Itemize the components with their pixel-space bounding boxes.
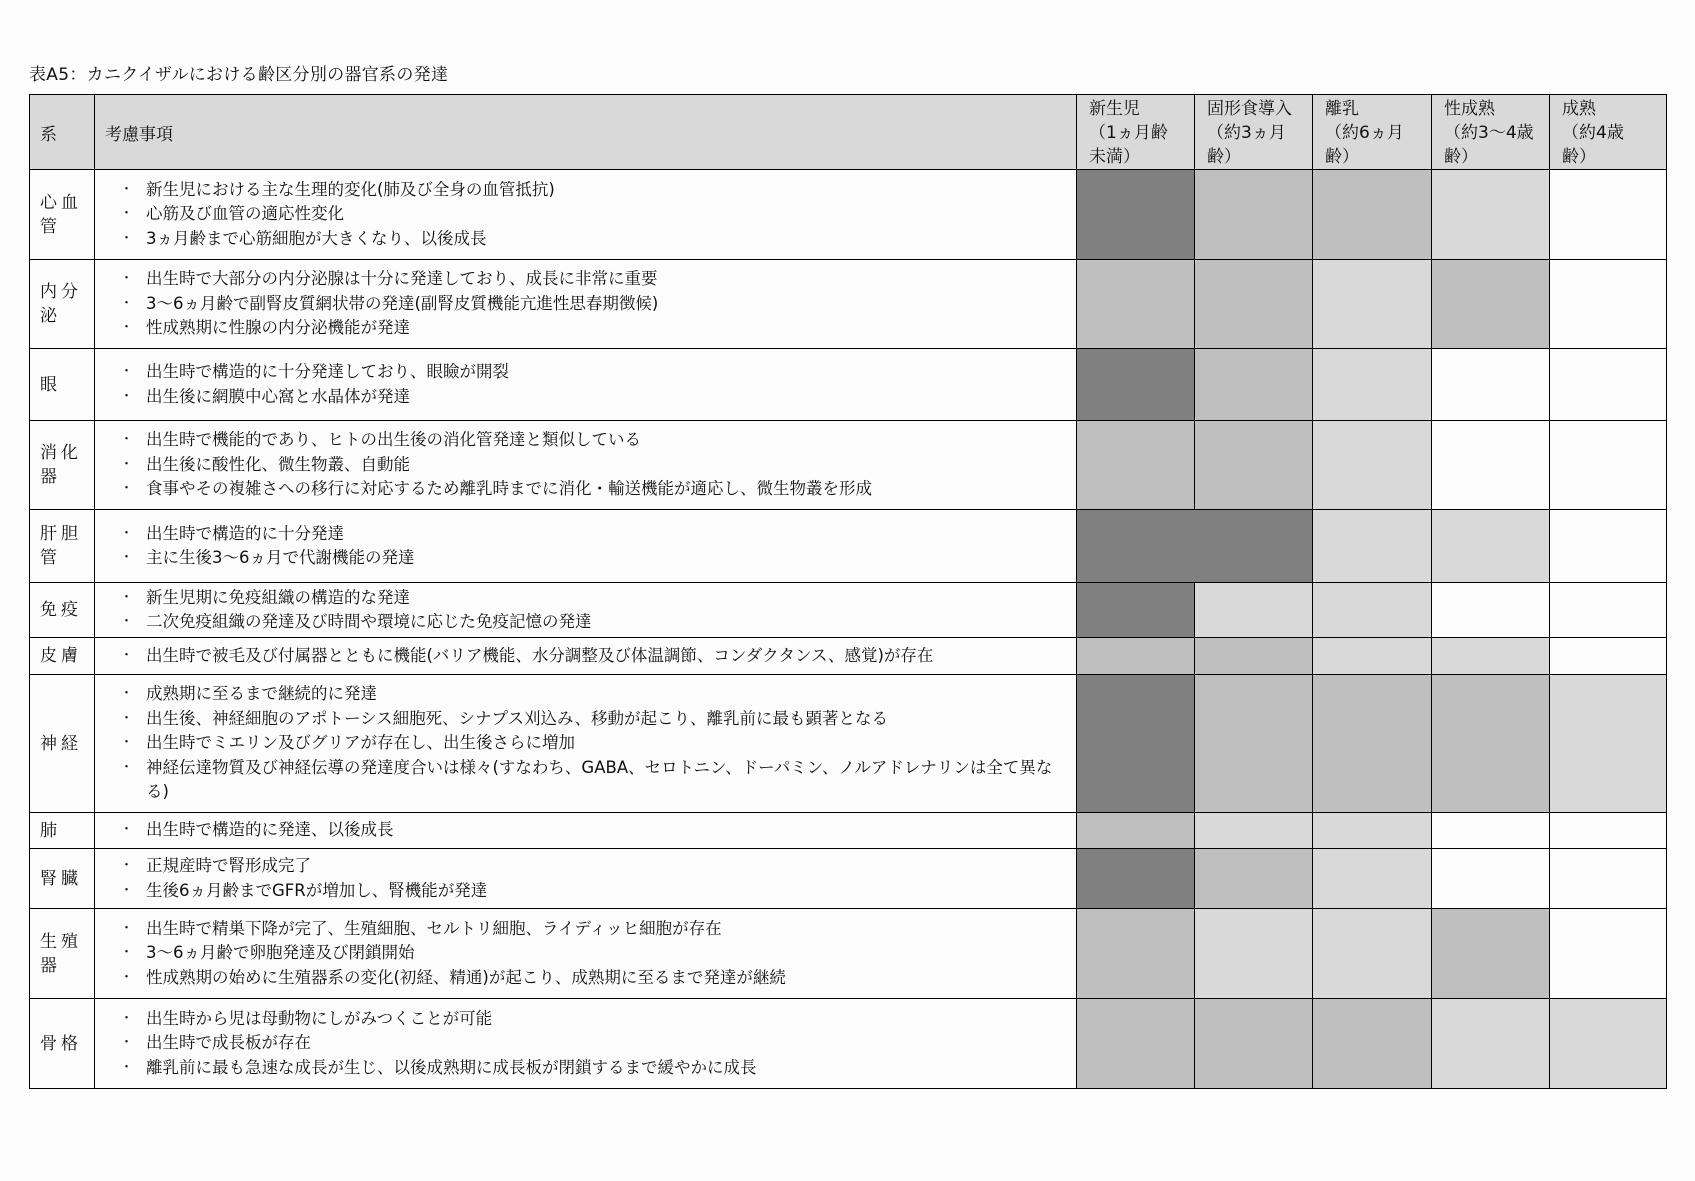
header-age-sexual-maturity	[1432, 95, 1550, 170]
development-level-cell	[1077, 583, 1195, 638]
development-level-cell	[1550, 260, 1667, 349]
considerations-list	[105, 1007, 1072, 1081]
development-level-cell	[1195, 849, 1313, 909]
header-system: 系	[30, 95, 95, 170]
list-item	[105, 546, 1072, 571]
header-age-solid-food	[1195, 95, 1313, 170]
consideration-text: 出生時で機能的であり、ヒトの出生後の消化管発達と類似している	[146, 430, 641, 450]
list-item	[105, 966, 1072, 991]
bullet-icon: ・	[120, 271, 134, 287]
consideration-text: 3～6ヵ月齢で副腎皮質網状帯の発達(副腎皮質機能亢進性思春期徴候)	[146, 293, 659, 313]
bullet-icon: ・	[120, 432, 134, 448]
development-level-cell	[1313, 999, 1432, 1089]
bullet-icon: ・	[120, 710, 134, 726]
development-level-cell	[1432, 583, 1550, 638]
system-cell: 心血管	[30, 170, 95, 260]
development-level-cell	[1195, 675, 1313, 813]
system-cell: 肺	[30, 813, 95, 849]
consideration-text: 出生時で被毛及び付属器とともに機能(バリア機能、水分調整及び体温調節、コンダクタンス、感覚)が存在	[146, 645, 934, 665]
table-row	[30, 813, 1667, 849]
development-level-cell	[1195, 583, 1313, 638]
list-item	[105, 917, 1072, 942]
development-level-cell	[1432, 909, 1550, 999]
list-item	[105, 316, 1072, 341]
considerations-list	[105, 644, 1072, 669]
considerations-list	[105, 267, 1072, 341]
age-label-line: 未満）	[1089, 147, 1140, 167]
header-considerations: 考慮事項	[95, 95, 1077, 170]
list-item	[105, 818, 1072, 843]
bullet-icon: ・	[120, 481, 134, 497]
development-level-cell	[1077, 849, 1195, 909]
age-label-line: 成熟	[1562, 99, 1596, 119]
system-cell: 腎臓	[30, 849, 95, 909]
age-label-line: （1ヵ月齢	[1089, 123, 1168, 143]
development-level-cell	[1077, 260, 1195, 349]
development-level-cell	[1550, 638, 1667, 675]
development-level-cell	[1077, 675, 1195, 813]
bullet-icon: ・	[120, 686, 134, 702]
considerations-list	[105, 854, 1072, 903]
table-caption: 表A5：カニクイザルにおける齢区分別の器官系の発達	[29, 65, 449, 85]
development-level-cell	[1313, 349, 1432, 421]
header-age-weaning	[1313, 95, 1432, 170]
consideration-text: 出生後に酸性化、微生物叢、自動能	[146, 454, 410, 474]
system-cell: 内分泌	[30, 260, 95, 349]
development-level-cell	[1195, 349, 1313, 421]
list-item	[105, 360, 1072, 385]
list-item	[105, 202, 1072, 227]
considerations-cell	[95, 349, 1077, 421]
bullet-icon: ・	[120, 525, 134, 541]
development-level-cell	[1550, 583, 1667, 638]
considerations-list	[105, 178, 1072, 252]
table-row	[30, 909, 1667, 999]
list-item	[105, 522, 1072, 547]
development-level-cell	[1077, 909, 1195, 999]
bullet-icon: ・	[120, 295, 134, 311]
considerations-cell	[95, 999, 1077, 1089]
bullet-icon: ・	[120, 822, 134, 838]
bullet-icon: ・	[120, 945, 134, 961]
considerations-list	[105, 360, 1072, 409]
development-level-cell	[1550, 170, 1667, 260]
consideration-text: 食事やその複雑さへの移行に対応するため離乳時までに消化・輸送機能が適応し、微生物叢を形成	[146, 479, 872, 499]
development-level-cell	[1077, 638, 1195, 675]
table-row	[30, 421, 1667, 510]
development-level-cell	[1195, 260, 1313, 349]
development-level-cell	[1313, 813, 1432, 849]
bullet-icon: ・	[120, 858, 134, 873]
system-cell: 免疫	[30, 583, 95, 638]
development-level-cell	[1077, 170, 1195, 260]
list-item	[105, 731, 1072, 756]
table-row	[30, 638, 1667, 675]
bullet-icon: ・	[120, 589, 134, 605]
bullet-icon: ・	[120, 364, 134, 379]
consideration-text: 主に生後3～6ヵ月で代謝機能の発達	[146, 548, 415, 567]
consideration-text: 成熟期に至るまで継続的に発達	[146, 684, 377, 704]
bullet-icon: ・	[120, 920, 134, 936]
development-level-cell	[1432, 170, 1550, 260]
consideration-text: 出生後、神経細胞のアポトーシス細胞死、シナプス刈込み、移動が起こり、離乳前に最も顕著となる	[146, 708, 889, 728]
development-level-cell	[1432, 849, 1550, 909]
development-level-cell	[1432, 421, 1550, 510]
header-row	[30, 95, 1667, 170]
table-row	[30, 170, 1667, 260]
age-label-line: 新生児	[1089, 99, 1140, 119]
considerations-list	[105, 682, 1072, 805]
development-level-cell	[1550, 675, 1667, 813]
bullet-icon: ・	[120, 969, 134, 985]
development-level-cell	[1432, 510, 1550, 583]
bullet-icon: ・	[120, 320, 134, 336]
considerations-cell	[95, 675, 1077, 813]
consideration-text: 新生児期に免疫組織の構造的な発達	[146, 587, 410, 607]
considerations-list	[105, 428, 1072, 502]
bullet-icon: ・	[120, 206, 134, 222]
development-level-cell	[1195, 170, 1313, 260]
development-level-cell	[1432, 260, 1550, 349]
development-level-cell	[1313, 421, 1432, 510]
development-level-cell	[1432, 813, 1550, 849]
consideration-text: 生後6ヵ月齢までGFRが増加し、腎機能が発達	[146, 880, 488, 900]
age-label-line: （約6ヵ月	[1325, 123, 1404, 143]
development-level-cell	[1195, 638, 1313, 675]
list-item	[105, 385, 1072, 410]
considerations-cell	[95, 260, 1077, 349]
considerations-cell	[95, 813, 1077, 849]
development-level-cell	[1313, 170, 1432, 260]
development-level-cell	[1313, 675, 1432, 813]
list-item	[105, 1056, 1072, 1081]
system-cell: 肝胆管	[30, 510, 95, 583]
development-level-cell	[1313, 583, 1432, 638]
list-item	[105, 879, 1072, 904]
age-label-line: 齢）	[1562, 147, 1596, 167]
considerations-list	[105, 818, 1072, 843]
age-label-line: 齢）	[1444, 147, 1478, 167]
consideration-text: 出生時で構造的に十分発達	[146, 523, 344, 543]
considerations-cell	[95, 170, 1077, 260]
considerations-cell	[95, 510, 1077, 583]
age-label-line: 離乳	[1325, 99, 1359, 119]
development-level-cell	[1313, 849, 1432, 909]
development-level-cell	[1313, 638, 1432, 675]
consideration-text: 出生時で大部分の内分泌腺は十分に発達しており、成長に非常に重要	[146, 269, 658, 289]
consideration-text: 正規産時で腎形成完了	[146, 856, 311, 875]
development-level-cell	[1550, 421, 1667, 510]
bullet-icon: ・	[120, 230, 134, 246]
list-item	[105, 227, 1072, 252]
header-age-maturity	[1550, 95, 1667, 170]
list-item	[105, 453, 1072, 478]
bullet-icon: ・	[120, 1010, 134, 1026]
table-row	[30, 260, 1667, 349]
consideration-text: 出生時で成長板が存在	[146, 1033, 311, 1053]
development-level-cell	[1077, 510, 1313, 583]
consideration-text: 性成熟期に性腺の内分泌機能が発達	[146, 318, 410, 338]
system-cell: 生殖器	[30, 909, 95, 999]
list-item	[105, 267, 1072, 292]
table-row	[30, 999, 1667, 1089]
bullet-icon: ・	[120, 456, 134, 472]
consideration-text: 性成熟期の始めに生殖器系の変化(初経、精通)が起こり、成熟期に至るまで発達が継続	[146, 967, 786, 987]
development-level-cell	[1313, 260, 1432, 349]
development-level-cell	[1077, 421, 1195, 510]
age-label-line: 齢）	[1325, 147, 1359, 167]
list-item	[105, 941, 1072, 966]
list-item	[105, 707, 1072, 732]
consideration-text: 3～6ヵ月齢で卵胞発達及び閉鎖開始	[146, 943, 415, 963]
consideration-text: 出生時で構造的に十分発達しており、眼瞼が開裂	[146, 362, 509, 381]
consideration-text: 3ヵ月齢まで心筋細胞が大きくなり、以後成長	[146, 228, 487, 248]
consideration-text: 新生児における主な生理的変化(肺及び全身の血管抵抗)	[146, 179, 555, 199]
age-label-line: （約3ヵ月	[1207, 123, 1286, 143]
system-cell: 神経	[30, 675, 95, 813]
development-level-cell	[1195, 813, 1313, 849]
development-level-cell	[1077, 813, 1195, 849]
bullet-icon: ・	[120, 181, 134, 197]
considerations-cell	[95, 638, 1077, 675]
list-item	[105, 610, 1072, 635]
considerations-list	[105, 586, 1072, 635]
list-item	[105, 1007, 1072, 1032]
development-level-cell	[1550, 999, 1667, 1089]
development-level-cell	[1195, 909, 1313, 999]
age-label-line: 齢）	[1207, 147, 1241, 167]
consideration-text: 二次免疫組織の発達及び時間や環境に応じた免疫記憶の発達	[146, 612, 592, 631]
consideration-text: 出生時でミエリン及びグリアが存在し、出生後さらに増加	[146, 733, 575, 753]
considerations-list	[105, 522, 1072, 571]
development-level-cell	[1313, 510, 1432, 583]
age-label-line: 固形食導入	[1207, 99, 1292, 119]
list-item	[105, 586, 1072, 611]
bullet-icon: ・	[120, 388, 134, 404]
development-level-cell	[1432, 349, 1550, 421]
system-cell: 骨格	[30, 999, 95, 1089]
development-level-cell	[1077, 999, 1195, 1089]
consideration-text: 出生時で構造的に発達、以後成長	[146, 820, 394, 840]
considerations-cell	[95, 583, 1077, 638]
development-level-cell	[1432, 675, 1550, 813]
considerations-cell	[95, 849, 1077, 909]
consideration-text: 神経伝達物質及び神経伝導の発達度合いは様々(すなわち、GABA、セロトニン、ドーパミン、ノルアドレナリンは全て異なる)	[146, 757, 1053, 802]
development-level-cell	[1550, 813, 1667, 849]
bullet-icon: ・	[120, 1059, 134, 1075]
development-level-cell	[1077, 349, 1195, 421]
system-cell: 皮膚	[30, 638, 95, 675]
bullet-icon: ・	[120, 1035, 134, 1051]
consideration-text: 出生時で精巣下降が完了、生殖細胞、セルトリ細胞、ライディッヒ細胞が存在	[146, 918, 722, 938]
bullet-icon: ・	[120, 759, 134, 775]
table-row	[30, 583, 1667, 638]
list-item	[105, 1031, 1072, 1056]
development-level-cell	[1195, 999, 1313, 1089]
system-cell: 眼	[30, 349, 95, 421]
considerations-cell	[95, 421, 1077, 510]
table-row	[30, 349, 1667, 421]
list-item	[105, 756, 1072, 805]
development-level-cell	[1195, 421, 1313, 510]
system-cell: 消化器	[30, 421, 95, 510]
list-item	[105, 682, 1072, 707]
list-item	[105, 644, 1072, 669]
development-level-cell	[1313, 909, 1432, 999]
development-level-cell	[1550, 510, 1667, 583]
development-level-cell	[1550, 909, 1667, 999]
header-age-neonate	[1077, 95, 1195, 170]
age-label-line: （約4歳	[1562, 123, 1624, 143]
list-item	[105, 178, 1072, 203]
age-label-line: （約3～4歳	[1444, 123, 1534, 143]
table-row	[30, 675, 1667, 813]
table-body	[30, 170, 1667, 1089]
consideration-text: 出生後に網膜中心窩と水晶体が発達	[146, 386, 410, 406]
bullet-icon: ・	[120, 882, 134, 898]
development-level-cell	[1550, 349, 1667, 421]
bullet-icon: ・	[120, 735, 134, 751]
organ-development-table	[29, 94, 1667, 1089]
age-label-line: 性成熟	[1444, 99, 1495, 119]
list-item	[105, 428, 1072, 453]
development-level-cell	[1432, 999, 1550, 1089]
list-item	[105, 292, 1072, 317]
list-item	[105, 854, 1072, 879]
considerations-cell	[95, 909, 1077, 999]
considerations-list	[105, 917, 1072, 991]
table-row	[30, 849, 1667, 909]
consideration-text: 出生時から児は母動物にしがみつくことが可能	[146, 1008, 493, 1028]
consideration-text: 心筋及び血管の適応性変化	[146, 204, 344, 224]
bullet-icon: ・	[120, 647, 134, 663]
table-row	[30, 510, 1667, 583]
consideration-text: 離乳前に最も急速な成長が生じ、以後成熟期に成長板が閉鎖するまで緩やかに成長	[146, 1057, 757, 1077]
bullet-icon: ・	[120, 550, 134, 565]
development-level-cell	[1432, 638, 1550, 675]
list-item	[105, 477, 1072, 502]
bullet-icon: ・	[120, 614, 134, 629]
development-level-cell	[1550, 849, 1667, 909]
